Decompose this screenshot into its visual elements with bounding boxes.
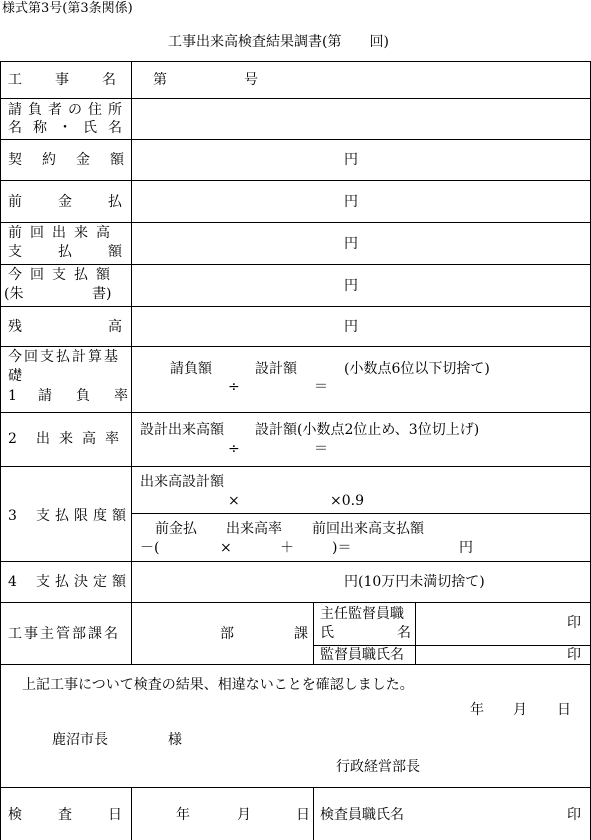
seal-mark-supervisor: 印	[567, 647, 581, 663]
label-contractor-name: 名称・氏名	[8, 120, 133, 136]
label-inspection-date: 検査日	[8, 807, 158, 823]
statement-date-year: 年	[470, 702, 484, 718]
label-red-ink-close: 書)	[92, 286, 112, 302]
design-progress-heading: 設計出来高額	[140, 422, 224, 438]
label-payment-decision: 支払決定額	[36, 574, 131, 590]
label-contract-rate: 請負率	[38, 388, 152, 404]
formula-close: )＝	[332, 540, 352, 556]
label-supervisor-name: 監督員職氏名	[320, 647, 404, 663]
koji-number-prefix: 第	[153, 72, 167, 88]
label-koji-mei	[8, 72, 149, 88]
statement-date-month: 月	[513, 702, 527, 718]
advance-heading: 前金払	[155, 521, 197, 537]
inspection-year: 年	[176, 807, 190, 823]
label-red-ink-open: (朱	[4, 286, 24, 302]
label-calc-basis-2: 礎	[8, 368, 22, 384]
inspection-day: 日	[296, 807, 310, 823]
contract-amount-heading: 請負額	[170, 361, 212, 377]
equals-sign-2: ＝	[314, 441, 328, 457]
label-contract-amount: 契約金額	[8, 152, 144, 168]
divide-sign-2: ÷	[228, 441, 240, 457]
document-title: 工事出来高検査結果調書(第 回)	[168, 34, 389, 50]
label-chief-supervisor-name-b: 名	[397, 625, 411, 641]
label-managing-department: 工事主管部課名	[8, 626, 120, 642]
department-ka: 課	[294, 626, 308, 642]
contract-amount-unit: 円	[344, 152, 358, 168]
balance-unit: 円	[344, 319, 358, 335]
previous-payment-unit: 円	[344, 236, 358, 252]
statement-date-day: 日	[557, 702, 571, 718]
label-balance-text: 残高	[8, 319, 208, 335]
payment-decision-value: 円(10万円未満切捨て)	[344, 574, 485, 590]
factor-value: ×0.9	[330, 493, 364, 509]
label-advance-payment: 前金払	[8, 194, 158, 210]
current-payment-unit: 円	[344, 278, 358, 294]
label-balance	[8, 319, 208, 335]
label-item-4-number: 4	[8, 574, 17, 590]
inspection-month: 月	[237, 807, 251, 823]
times-sign: ×	[228, 493, 240, 509]
rounding-note: (小数点6位以下切捨て)	[344, 361, 490, 377]
seal-mark-inspector: 印	[567, 807, 581, 823]
seal-mark-chief: 印	[567, 615, 581, 631]
label-contractor-address: 請負者の住所	[8, 102, 128, 118]
equals-sign: ＝	[314, 379, 328, 395]
label-previous-payment: 支払額	[8, 244, 158, 260]
label-payment-limit: 支払限度額	[36, 508, 131, 524]
progress-rate-heading: 出来高率	[226, 521, 282, 537]
department-bu: 部	[220, 626, 234, 642]
addressee-honorific: 様	[168, 732, 182, 748]
formula-times: ×	[220, 540, 232, 556]
label-item-2-number: 2	[8, 431, 17, 447]
addressee: 鹿沼市長	[52, 732, 108, 748]
confirmation-statement: 上記工事について検査の結果、相違ないことを確認しました。	[22, 677, 414, 693]
label-chief-supervisor-name-a: 氏	[320, 625, 334, 641]
label-text: 工事名	[8, 72, 149, 88]
design-amount-rounding-heading: 設計額(小数点2位止め、3位切上げ)	[255, 422, 480, 438]
label-previous-progress: 前回出来高	[8, 225, 118, 241]
sender-title: 行政経営部長	[336, 759, 420, 775]
design-progress-amount-heading: 出来高設計額	[140, 474, 224, 490]
label-item-3-number: 3	[8, 508, 17, 524]
form-number-label: 様式第3号(第3条関係)	[2, 1, 133, 16]
divide-sign: ÷	[228, 379, 240, 395]
label-progress-rate: 出来高率	[36, 431, 128, 447]
payment-limit-unit: 円	[459, 540, 473, 556]
formula-plus: ＋	[280, 540, 294, 556]
label-inspector-name: 検査員職氏名	[320, 807, 404, 823]
formula-open: －(	[140, 540, 160, 556]
label-item-1-number: 1	[8, 388, 17, 404]
advance-payment-unit: 円	[344, 194, 358, 210]
label-current-payment: 今回支払額	[8, 267, 118, 283]
label-chief-supervisor: 主任監督員職	[320, 606, 404, 622]
koji-number-suffix: 号	[244, 72, 258, 88]
previous-progress-payment-heading: 前回出来高支払額	[312, 521, 424, 537]
label-calc-basis: 今回支払計算基	[8, 349, 120, 365]
design-amount-heading: 設計額	[255, 361, 297, 377]
